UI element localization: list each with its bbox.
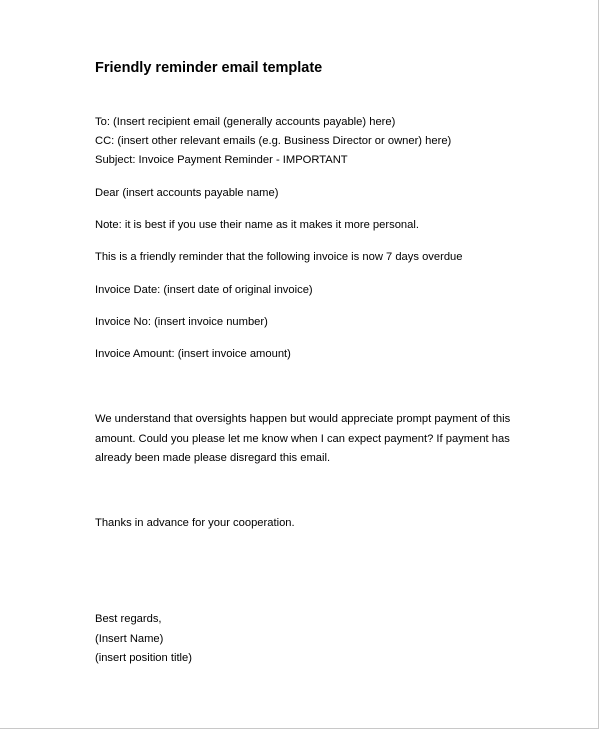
body-line: amount. Could you please let me know when I can expect payment? If payment has <box>95 432 510 445</box>
body-line: We understand that oversights happen but would appreciate prompt payment of this <box>95 413 511 425</box>
note-line: Note: it is best if you use their name as it makes it more personal. <box>95 219 419 231</box>
body-paragraph <box>95 410 525 469</box>
to-line: To: (Insert recipient email (generally accounts payable) here) <box>95 116 396 128</box>
signature-position: (insert position title) <box>95 652 192 664</box>
signature-name: (Insert Name) <box>95 633 164 645</box>
cc-line: CC: (insert other relevant emails (e.g. Business Director or owner) here) <box>95 135 452 147</box>
intro-line: This is a friendly reminder that the following invoice is now 7 days overdue <box>95 251 463 263</box>
body-line: already been made please disregard this email. <box>95 452 331 465</box>
salutation: Dear (insert accounts payable name) <box>95 187 279 199</box>
thanks-line: Thanks in advance for your cooperation. <box>95 517 295 529</box>
invoice-number-line: Invoice No: (insert invoice number) <box>95 316 268 328</box>
document-title: Friendly reminder email template <box>95 60 323 76</box>
invoice-date-line: Invoice Date: (insert date of original invoice) <box>95 284 313 296</box>
invoice-amount-line: Invoice Amount: (insert invoice amount) <box>95 348 291 360</box>
subject-line: Subject: Invoice Payment Reminder - IMPORTANT <box>95 154 348 166</box>
closing-line: Best regards, <box>95 613 162 625</box>
